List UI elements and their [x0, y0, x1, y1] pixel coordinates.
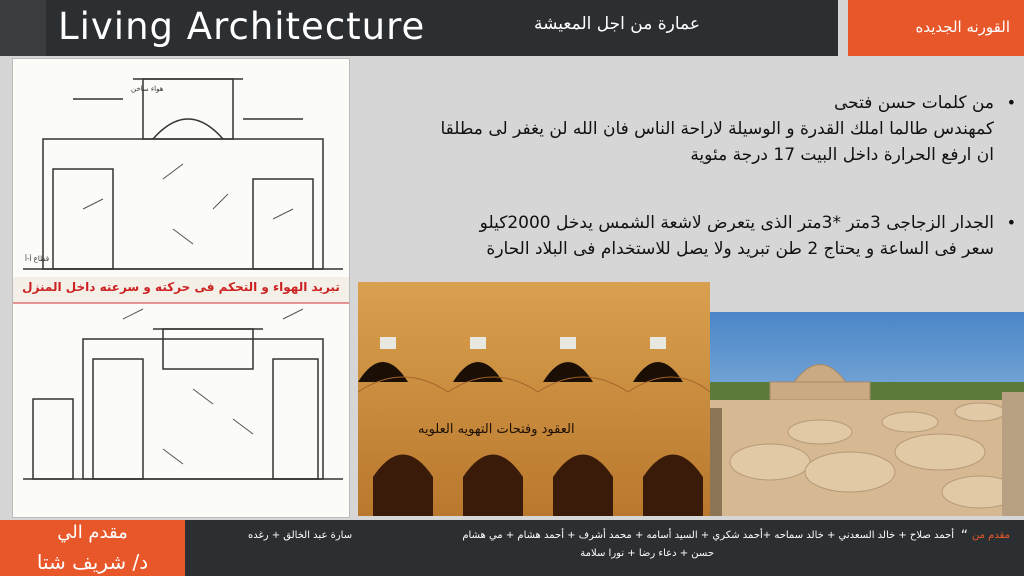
bullet-line: ان ارفع الحرارة داخل البيت 17 درجة مئوية: [690, 145, 994, 165]
domes-photo: [710, 312, 1024, 516]
arches-photo: [358, 282, 710, 516]
arches-photo-svg: [358, 282, 710, 516]
bullet-line: كمهندس طالما املك القدرة و الوسيلة لاراحة الناس فان الله لن يغفر لى مطلقا: [440, 119, 994, 139]
credits-line-1b: سارة عبد الخالق + رغده: [248, 530, 353, 541]
bullet-line: سعر فى الساعة و يحتاج 2 طن تبريد ولا يصل للاستخدام فى البلاد الحارة: [486, 239, 994, 259]
quote-mark: “: [960, 528, 968, 544]
footer-credits: [224, 528, 1024, 568]
credits-line-1: أحمد صلاح + خالد السعدني + خالد سماحه +أحمد شكري + السيد أسامه + محمد أشرف + أحمد هشام + مي هشام: [462, 530, 954, 541]
domes-photo-svg: [710, 312, 1024, 516]
slide-subtitle-arabic: عمارة من اجل المعيشة: [534, 14, 700, 34]
header-left-shade: [0, 0, 46, 56]
bullet-glass-wall: [354, 210, 1016, 262]
credits-line-2: حسن + دعاء رضا + نورا سلامة: [580, 548, 714, 559]
bullet-dot: •: [1006, 93, 1016, 112]
presented-by-label: مقدم من: [971, 530, 1010, 541]
slide-title: Living Architecture: [58, 5, 426, 48]
arches-caption: العقود وفتحات التهويه العلويه: [418, 422, 575, 437]
section-tab-label: القورنه الجديده: [915, 18, 1010, 36]
ventilation-section-drawing: [12, 58, 350, 518]
bullet-dot: •: [1006, 213, 1016, 232]
footer-presented-to-box: [0, 520, 185, 576]
bullet-line: الجدار الزجاجى 3متر *3متر الذى يتعرض لاشعة الشمس يدخل 2000كيلو: [479, 213, 994, 233]
presented-to-label: مقدم الي: [57, 522, 128, 543]
section-tab: [848, 0, 1024, 56]
bullet-quote: [354, 90, 1016, 168]
presented-to-name: د/ شريف شتا: [36, 550, 149, 574]
drawing-red-caption: تبريد الهواء و التحكم فى حركته و سرعته داخل المنزل: [22, 280, 340, 294]
bullet-line: من كلمات حسن فتحى: [833, 93, 994, 113]
drawing-section-label: قطاع أ-أ: [25, 255, 50, 263]
drawing-hot-air-label: هواء ساخن: [131, 85, 164, 93]
